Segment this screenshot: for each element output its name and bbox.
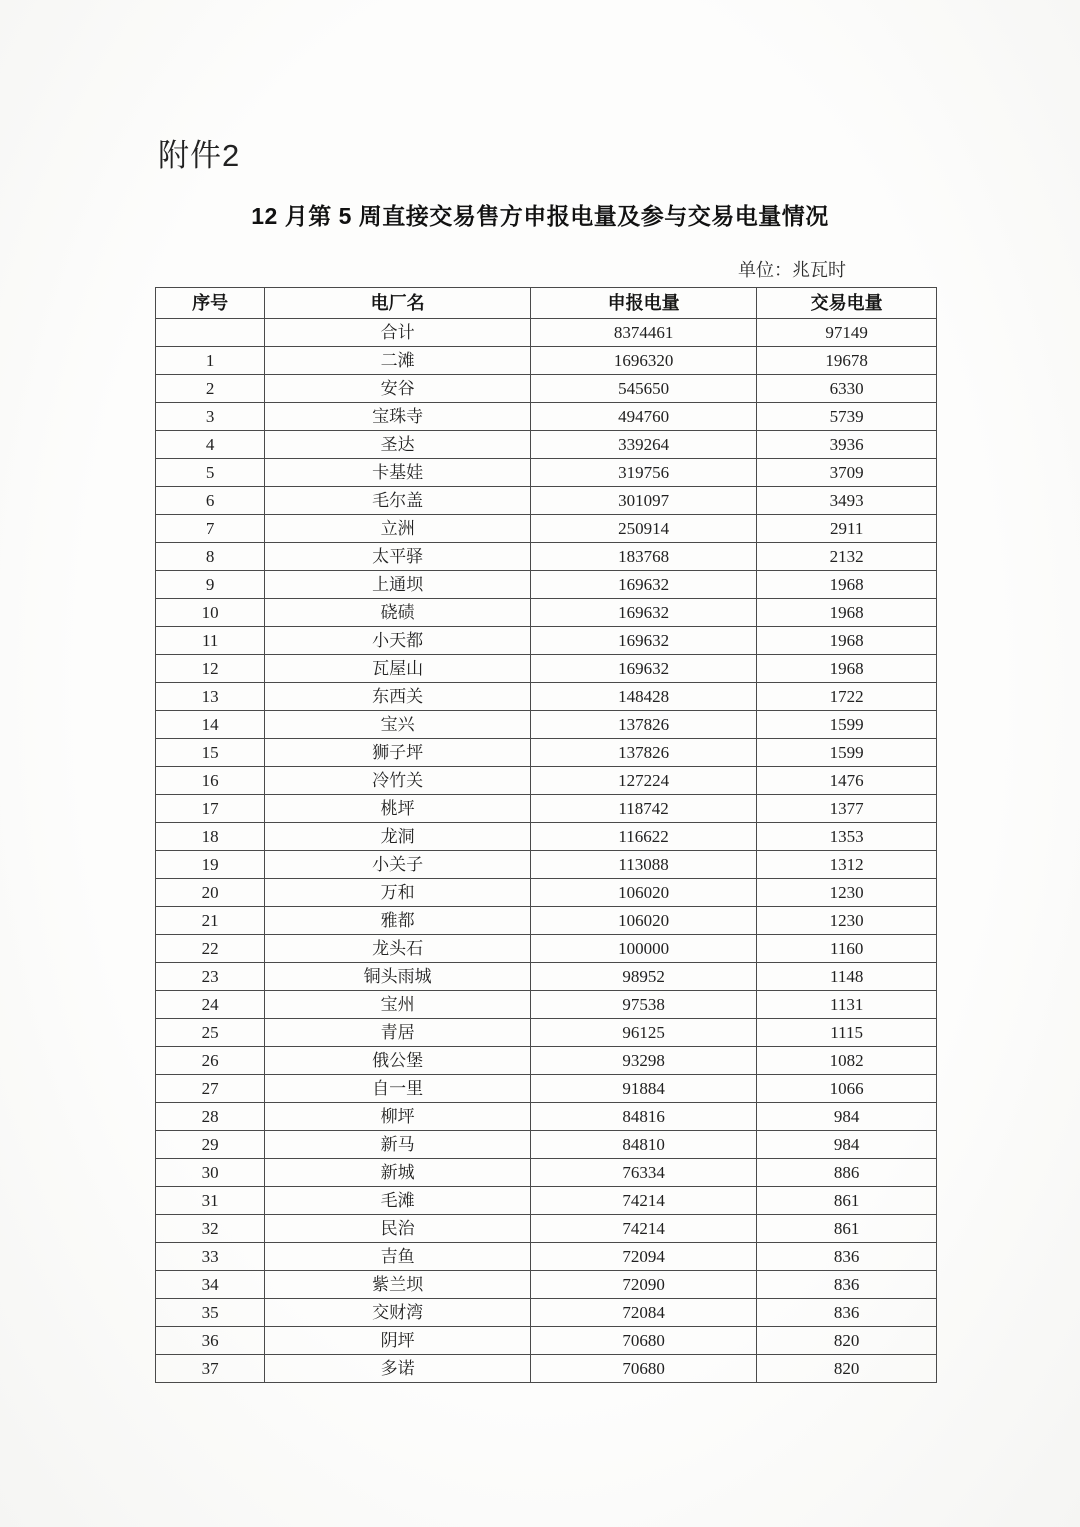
table-row	[156, 655, 937, 683]
traded-energy: 1148	[757, 963, 937, 991]
plant-name: 阴坪	[265, 1327, 531, 1355]
declared-energy: 100000	[530, 935, 756, 963]
traded-energy: 1312	[757, 851, 937, 879]
row-no: 19	[156, 851, 265, 879]
plant-name: 太平驿	[265, 543, 531, 571]
plant-name: 东西关	[265, 683, 531, 711]
plant-name: 龙洞	[265, 823, 531, 851]
traded-energy: 984	[757, 1103, 937, 1131]
plant-name: 冷竹关	[265, 767, 531, 795]
plant-name: 龙头石	[265, 935, 531, 963]
row-no: 17	[156, 795, 265, 823]
table-row	[156, 1103, 937, 1131]
row-no: 31	[156, 1187, 265, 1215]
declared-energy: 494760	[530, 403, 756, 431]
row-no: 24	[156, 991, 265, 1019]
row-no: 2	[156, 375, 265, 403]
declared-energy: 74214	[530, 1187, 756, 1215]
table-header-row	[156, 288, 937, 319]
traded-energy: 1082	[757, 1047, 937, 1075]
declared-energy: 169632	[530, 655, 756, 683]
plant-name: 合计	[265, 319, 531, 347]
plant-name: 瓦屋山	[265, 655, 531, 683]
table-row	[156, 683, 937, 711]
traded-energy: 1599	[757, 711, 937, 739]
traded-energy: 97149	[757, 319, 937, 347]
traded-energy: 836	[757, 1243, 937, 1271]
traded-energy: 984	[757, 1131, 937, 1159]
plant-name: 毛滩	[265, 1187, 531, 1215]
table-row	[156, 1355, 937, 1383]
plant-name: 自一里	[265, 1075, 531, 1103]
row-no: 18	[156, 823, 265, 851]
table-row	[156, 711, 937, 739]
table-row	[156, 935, 937, 963]
traded-energy: 19678	[757, 347, 937, 375]
traded-energy: 6330	[757, 375, 937, 403]
plant-name: 硗碛	[265, 599, 531, 627]
declared-energy: 106020	[530, 879, 756, 907]
table-row	[156, 571, 937, 599]
row-no: 14	[156, 711, 265, 739]
table-row	[156, 1327, 937, 1355]
declared-energy: 545650	[530, 375, 756, 403]
table-row	[156, 1131, 937, 1159]
row-no: 28	[156, 1103, 265, 1131]
table-row	[156, 487, 937, 515]
traded-energy: 5739	[757, 403, 937, 431]
traded-energy: 820	[757, 1327, 937, 1355]
column-header-traded: 交易电量	[757, 288, 937, 319]
plant-name: 毛尔盖	[265, 487, 531, 515]
plant-name: 俄公堡	[265, 1047, 531, 1075]
power-trade-table	[155, 287, 937, 1383]
traded-energy: 3709	[757, 459, 937, 487]
traded-energy: 1599	[757, 739, 937, 767]
plant-name: 宝州	[265, 991, 531, 1019]
table-row	[156, 1299, 937, 1327]
declared-energy: 250914	[530, 515, 756, 543]
traded-energy: 1722	[757, 683, 937, 711]
table-row	[156, 991, 937, 1019]
row-no: 10	[156, 599, 265, 627]
row-no: 8	[156, 543, 265, 571]
declared-energy: 113088	[530, 851, 756, 879]
declared-energy: 148428	[530, 683, 756, 711]
plant-name: 卡基娃	[265, 459, 531, 487]
row-no: 3	[156, 403, 265, 431]
table-row	[156, 1075, 937, 1103]
traded-energy: 2132	[757, 543, 937, 571]
page-title: 12 月第 5 周直接交易售方申报电量及参与交易电量情况	[251, 203, 829, 229]
traded-energy: 836	[757, 1271, 937, 1299]
row-no: 27	[156, 1075, 265, 1103]
declared-energy: 169632	[530, 599, 756, 627]
table-row	[156, 1271, 937, 1299]
traded-energy: 1131	[757, 991, 937, 1019]
traded-energy: 886	[757, 1159, 937, 1187]
declared-energy: 84816	[530, 1103, 756, 1131]
traded-energy: 1968	[757, 571, 937, 599]
plant-name: 雅都	[265, 907, 531, 935]
plant-name: 青居	[265, 1019, 531, 1047]
row-no: 33	[156, 1243, 265, 1271]
column-header-plant: 电厂名	[265, 288, 531, 319]
plant-name: 民治	[265, 1215, 531, 1243]
plant-name: 小天都	[265, 627, 531, 655]
table-row	[156, 543, 937, 571]
traded-energy: 1968	[757, 655, 937, 683]
declared-energy: 183768	[530, 543, 756, 571]
table-row	[156, 431, 937, 459]
row-no: 15	[156, 739, 265, 767]
plant-name: 宝兴	[265, 711, 531, 739]
declared-energy: 91884	[530, 1075, 756, 1103]
plant-name: 立洲	[265, 515, 531, 543]
row-no: 36	[156, 1327, 265, 1355]
declared-energy: 169632	[530, 627, 756, 655]
traded-energy: 1230	[757, 879, 937, 907]
table-row	[156, 347, 937, 375]
plant-name: 万和	[265, 879, 531, 907]
plant-name: 紫兰坝	[265, 1271, 531, 1299]
declared-energy: 76334	[530, 1159, 756, 1187]
table-row	[156, 375, 937, 403]
table-row	[156, 963, 937, 991]
table-row	[156, 795, 937, 823]
declared-energy: 116622	[530, 823, 756, 851]
plant-name: 交财湾	[265, 1299, 531, 1327]
row-no: 25	[156, 1019, 265, 1047]
unit-label: 单位：兆瓦时	[738, 260, 846, 280]
row-no: 30	[156, 1159, 265, 1187]
table-row	[156, 739, 937, 767]
table-body	[156, 319, 937, 1383]
row-no: 4	[156, 431, 265, 459]
plant-name: 安谷	[265, 375, 531, 403]
traded-energy: 1377	[757, 795, 937, 823]
plant-name: 二滩	[265, 347, 531, 375]
table-row	[156, 1019, 937, 1047]
table-row	[156, 823, 937, 851]
traded-energy: 1115	[757, 1019, 937, 1047]
declared-energy: 118742	[530, 795, 756, 823]
row-no: 23	[156, 963, 265, 991]
row-no: 11	[156, 627, 265, 655]
traded-energy: 861	[757, 1187, 937, 1215]
row-no: 26	[156, 1047, 265, 1075]
table-row	[156, 1243, 937, 1271]
plant-name: 圣达	[265, 431, 531, 459]
traded-energy: 861	[757, 1215, 937, 1243]
traded-energy: 1353	[757, 823, 937, 851]
table-row	[156, 515, 937, 543]
traded-energy: 3936	[757, 431, 937, 459]
table-row	[156, 1187, 937, 1215]
declared-energy: 70680	[530, 1355, 756, 1383]
table-row	[156, 1159, 937, 1187]
declared-energy: 97538	[530, 991, 756, 1019]
plant-name: 铜头雨城	[265, 963, 531, 991]
table-row	[156, 459, 937, 487]
plant-name: 新城	[265, 1159, 531, 1187]
declared-energy: 72084	[530, 1299, 756, 1327]
declared-energy: 96125	[530, 1019, 756, 1047]
row-no: 12	[156, 655, 265, 683]
plant-name: 小关子	[265, 851, 531, 879]
declared-energy: 106020	[530, 907, 756, 935]
declared-energy: 72094	[530, 1243, 756, 1271]
row-no: 9	[156, 571, 265, 599]
traded-energy: 2911	[757, 515, 937, 543]
row-no: 1	[156, 347, 265, 375]
row-no: 16	[156, 767, 265, 795]
declared-energy: 301097	[530, 487, 756, 515]
column-header-declared: 申报电量	[530, 288, 756, 319]
declared-energy: 8374461	[530, 319, 756, 347]
table-row	[156, 319, 937, 347]
plant-name: 新马	[265, 1131, 531, 1159]
declared-energy: 84810	[530, 1131, 756, 1159]
row-no: 7	[156, 515, 265, 543]
traded-energy: 836	[757, 1299, 937, 1327]
row-no: 20	[156, 879, 265, 907]
plant-name: 上通坝	[265, 571, 531, 599]
declared-energy: 74214	[530, 1215, 756, 1243]
declared-energy: 169632	[530, 571, 756, 599]
row-no: 22	[156, 935, 265, 963]
traded-energy: 3493	[757, 487, 937, 515]
declared-energy: 72090	[530, 1271, 756, 1299]
traded-energy: 1230	[757, 907, 937, 935]
traded-energy: 1476	[757, 767, 937, 795]
declared-energy: 339264	[530, 431, 756, 459]
table-row	[156, 627, 937, 655]
traded-energy: 820	[757, 1355, 937, 1383]
column-header-no: 序号	[156, 288, 265, 319]
attachment-label: 附件2	[158, 138, 241, 173]
row-no	[156, 319, 265, 347]
row-no: 6	[156, 487, 265, 515]
table-row	[156, 1047, 937, 1075]
declared-energy: 127224	[530, 767, 756, 795]
plant-name: 多诺	[265, 1355, 531, 1383]
row-no: 5	[156, 459, 265, 487]
row-no: 32	[156, 1215, 265, 1243]
plant-name: 宝珠寺	[265, 403, 531, 431]
row-no: 35	[156, 1299, 265, 1327]
traded-energy: 1160	[757, 935, 937, 963]
row-no: 37	[156, 1355, 265, 1383]
traded-energy: 1968	[757, 599, 937, 627]
table-row	[156, 767, 937, 795]
declared-energy: 98952	[530, 963, 756, 991]
declared-energy: 137826	[530, 739, 756, 767]
table-row	[156, 599, 937, 627]
table-row	[156, 851, 937, 879]
table-row	[156, 907, 937, 935]
traded-energy: 1968	[757, 627, 937, 655]
table-row	[156, 879, 937, 907]
row-no: 21	[156, 907, 265, 935]
traded-energy: 1066	[757, 1075, 937, 1103]
plant-name: 柳坪	[265, 1103, 531, 1131]
declared-energy: 93298	[530, 1047, 756, 1075]
row-no: 29	[156, 1131, 265, 1159]
plant-name: 桃坪	[265, 795, 531, 823]
plant-name: 吉鱼	[265, 1243, 531, 1271]
table-row	[156, 403, 937, 431]
row-no: 13	[156, 683, 265, 711]
table-row	[156, 1215, 937, 1243]
declared-energy: 70680	[530, 1327, 756, 1355]
declared-energy: 1696320	[530, 347, 756, 375]
row-no: 34	[156, 1271, 265, 1299]
plant-name: 狮子坪	[265, 739, 531, 767]
declared-energy: 137826	[530, 711, 756, 739]
declared-energy: 319756	[530, 459, 756, 487]
